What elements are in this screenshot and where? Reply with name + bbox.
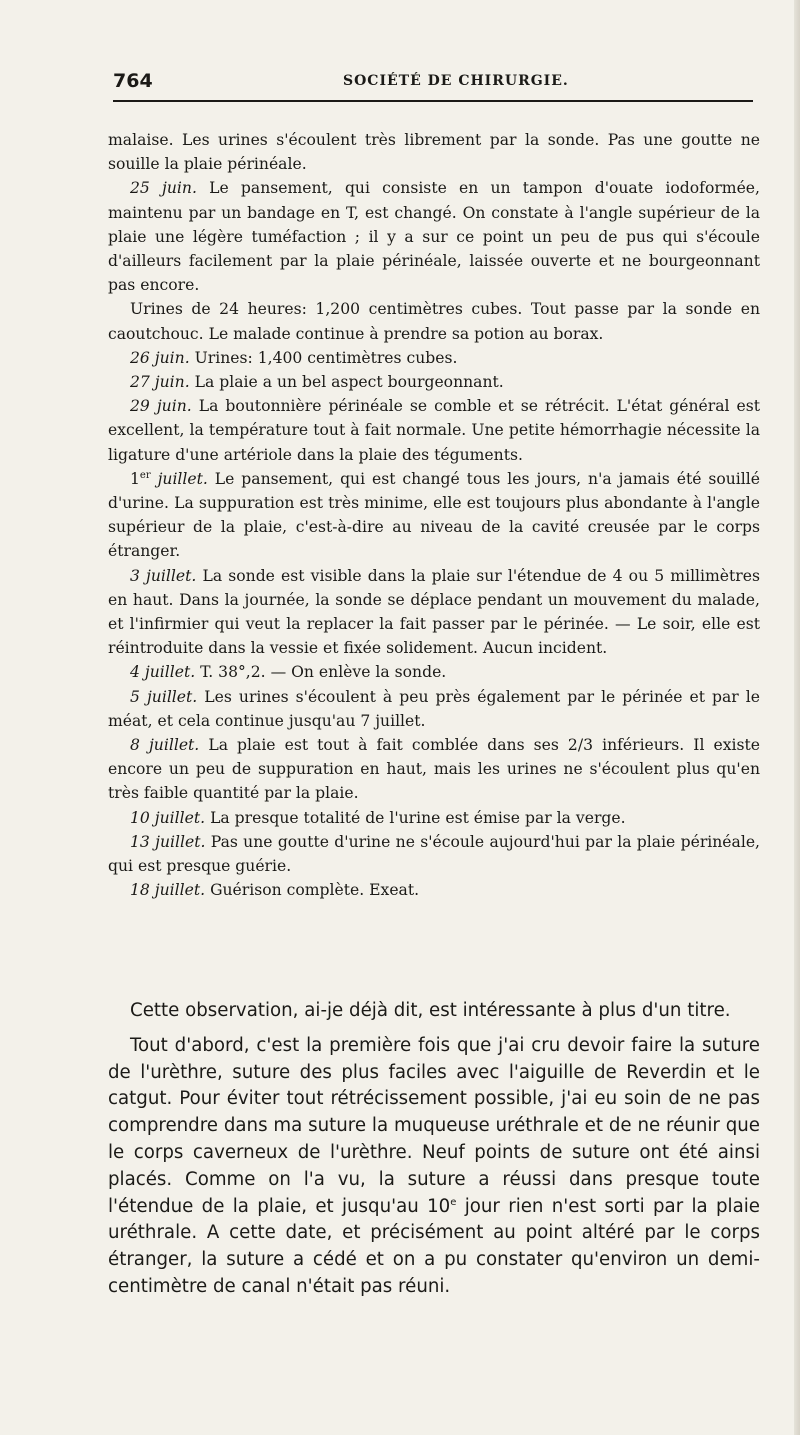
note-date: 27 juin.	[130, 373, 190, 392]
page-number: 764	[113, 70, 153, 92]
note-paragraph: Urines de 24 heures: 1,200 centimètres cubes. Tout passe par la sonde en caoutchouc. Le malade continue à prendre sa potion au borax.	[108, 300, 760, 343]
note-date: 13 juillet.	[130, 832, 206, 851]
note-paragraph: 18 juillet. Guérison complète. Exeat.	[130, 881, 420, 900]
note-paragraph: 4 juillet. T. 38°,2. — On enlève la sonde.	[130, 663, 447, 682]
note-date: 18 juillet.	[130, 881, 206, 900]
note-paragraph: 8 juillet. La plaie est tout à fait comblée dans ses 2/3 inférieurs. Il existe encore un peu de suppuration en haut, mais les urines ne s'écoulent plus qu'en très faible quantité par la plaie.	[108, 736, 761, 803]
note-date: 26 juin.	[130, 348, 190, 367]
note-date: 25 juin.	[130, 179, 197, 198]
note-date: 5 juillet.	[130, 687, 198, 706]
commentary-paragraph: Tout d'abord, c'est la première fois que j'ai cru devoir faire la suture de l'urèthre, suture des plus faciles avec l'aiguille de Reverdin et le catgut. Pour éviter tout rétrécissement possible, j'ai eu soin de ne pas comprendre dans ma suture la muqueuse uréthrale et de ne réunir que le corps caverneux de l'urèthre. Neuf points de suture ont été ainsi placés. Comme on l'a vu, la suture a réussi dans presque toute l'étendue de la plaie, et jusqu'au 10e jour rien n'est sorti par la plaie uréthrale. A cette date, et précisément au point altéré par le corps étranger, la suture a cédé et on a pu constater qu'environ un demi-centimètre de canal n'était pas réuni.	[108, 1034, 760, 1297]
page-header	[113, 70, 753, 100]
header-rule	[113, 100, 753, 102]
note-paragraph: 5 juillet. Les urines s'écoulent à peu près également par le périnée et par le méat, et cela continue jusqu'au 7 juillet.	[108, 687, 760, 730]
commentary	[108, 998, 760, 1301]
note-date: 29 juin.	[130, 397, 192, 416]
note-paragraph: 29 juin. La boutonnière périnéale se comble et se rétrécit. L'état général est excellent, la température tout à fait normale. Une petite hémorrhagie nécessite la ligature d'une artériole dans la plaie des téguments.	[108, 397, 760, 464]
note-paragraph: malaise. Les urines s'écoulent très librement par la sonde. Pas une goutte ne souille la plaie périnéale.	[108, 131, 760, 174]
note-paragraph: 10 juillet. La presque totalité de l'urine est émise par la verge.	[130, 808, 626, 827]
commentary-paragraph: Cette observation, ai-je déjà dit, est intéressante à plus d'un titre.	[130, 1000, 731, 1021]
observation-notes	[108, 128, 760, 903]
note-date: 10 juillet.	[130, 808, 206, 827]
note-date: juillet.	[157, 469, 208, 488]
running-head: SOCIÉTÉ DE CHIRURGIE.	[343, 73, 569, 89]
note-paragraph: 27 juin. La plaie a un bel aspect bourgeonnant.	[130, 373, 504, 392]
note-paragraph: 25 juin. Le pansement, qui consiste en un tampon d'ouate iodoformée, maintenu par un bandage en T, est changé. On constate à l'angle supérieur de la plaie une légère tuméfaction ; il y a sur ce point un peu de pus qui s'écoule d'ailleurs facilement par la plaie périnéale, laissée ouverte et ne bourgeonnant pas encore.	[108, 179, 760, 295]
note-paragraph: 13 juillet. Pas une goutte d'urine ne s'écoule aujourd'hui par la plaie périnéale, qui est presque guérie.	[108, 832, 760, 876]
note-date: 8 juillet.	[130, 736, 200, 755]
page-edge	[794, 0, 800, 1435]
note-paragraph: 1er juillet. Le pansement, qui est changé tous les jours, n'a jamais été souillé d'urine. La suppuration est très minime, elle est toujours plus abondante à l'angle supérieur de la plaie, c'est-à-dire au niveau de la cavité creusée par le corps étranger.	[108, 469, 760, 561]
note-paragraph: 26 juin. Urines: 1,400 centimètres cubes.	[130, 348, 458, 367]
note-date: 3 juillet.	[130, 566, 197, 585]
note-paragraph: 3 juillet. La sonde est visible dans la plaie sur l'étendue de 4 ou 5 millimètres en haut. Dans la journée, la sonde se déplace pendant un mouvement du malade, et l'infirmier qui veut la replacer la fait passer par le périnée. — Le soir, elle est réintroduite dans la vessie et fixée solidement. Aucun incident.	[108, 566, 760, 658]
note-date: 4 juillet.	[130, 663, 196, 682]
